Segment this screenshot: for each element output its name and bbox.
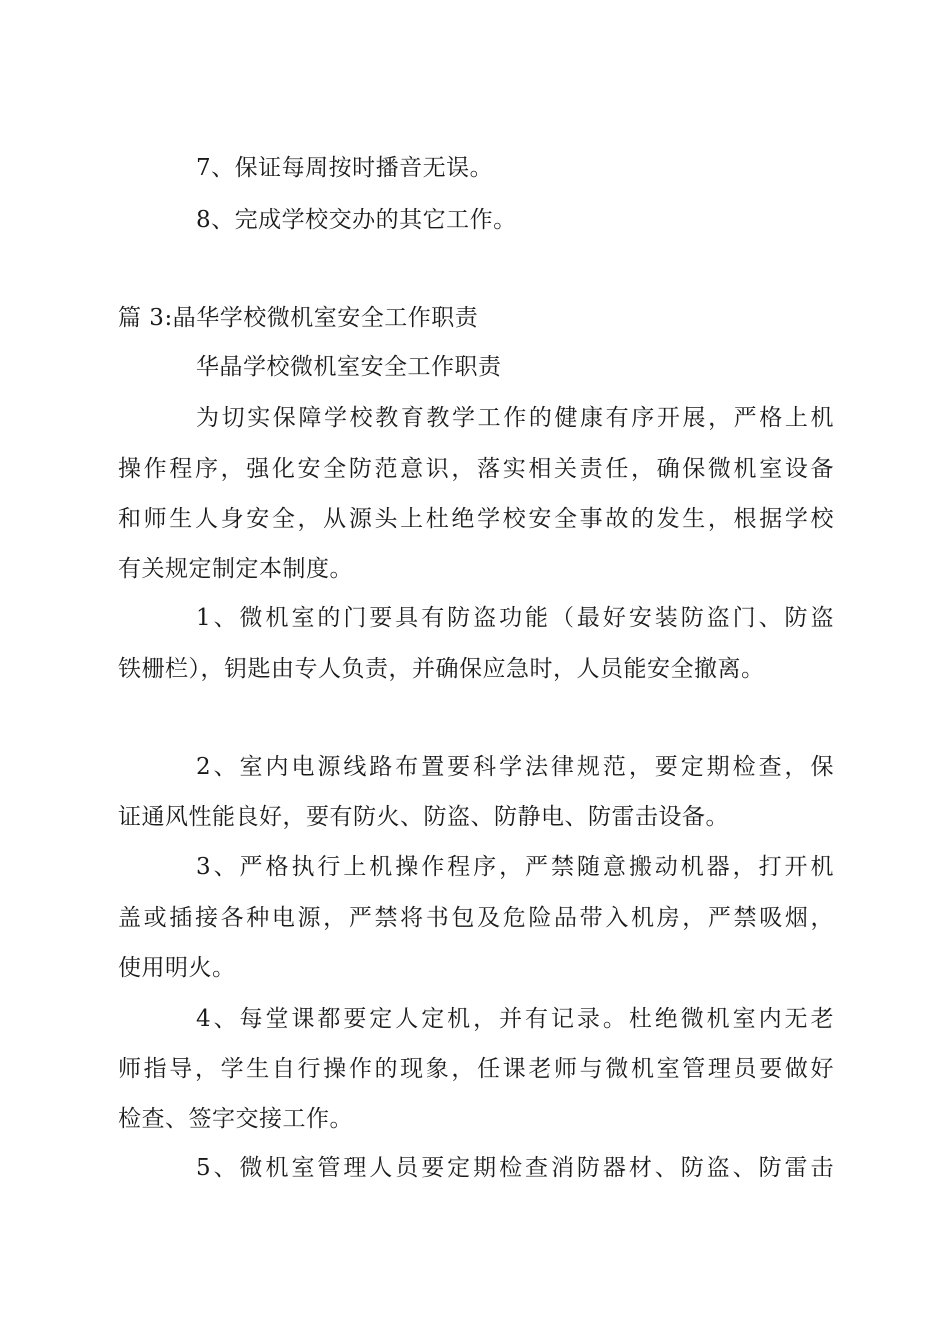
intro-line-2: 操作程序，强化安全防范意识，落实相关责任，确保微机室设备: [118, 456, 834, 482]
document-title: 华晶学校微机室安全工作职责: [196, 354, 502, 380]
intro-line-1: 为切实保障学校教育教学工作的健康有序开展，严格上机: [196, 405, 834, 431]
document-page: [118, 0, 834, 1344]
item1-line-1: 1、微机室的门要具有防盗功能（最好安装防盗门、防盗: [196, 605, 834, 631]
item2-line-2: 证通风性能良好，要有防火、防盗、防静电、防雷击设备。: [118, 804, 729, 830]
item3-line-1: 3、严格执行上机操作程序，严禁随意搬动机器，打开机: [196, 854, 834, 880]
list-item-7: 7、保证每周按时播音无误。: [196, 155, 494, 181]
item2-line-1: 2、室内电源线路布置要科学法律规范，要定期检查，保: [196, 754, 834, 780]
item5-line-1: 5、微机室管理人员要定期检查消防器材、防盗、防雷击: [196, 1155, 834, 1181]
list-item-8: 8、完成学校交办的其它工作。: [196, 207, 517, 233]
item4-line-3: 检查、签字交接工作。: [118, 1106, 353, 1132]
item3-line-2: 盖或插接各种电源，严禁将书包及危险品带入机房，严禁吸烟，: [118, 905, 834, 931]
item4-line-2: 师指导，学生自行操作的现象，任课老师与微机室管理员要做好: [118, 1056, 834, 1082]
item4-line-1: 4、每堂课都要定人定机，并有记录。杜绝微机室内无老: [196, 1006, 834, 1032]
intro-line-3: 和师生人身安全，从源头上杜绝学校安全事故的发生，根据学校: [118, 506, 834, 532]
item3-line-3: 使用明火。: [118, 955, 236, 981]
item1-line-2: 铁栅栏），钥匙由专人负责，并确保应急时，人员能安全撤离。: [118, 656, 765, 682]
section-heading: 篇 3:晶华学校微机室安全工作职责: [118, 305, 479, 331]
intro-line-4: 有关规定制定本制度。: [118, 556, 353, 582]
